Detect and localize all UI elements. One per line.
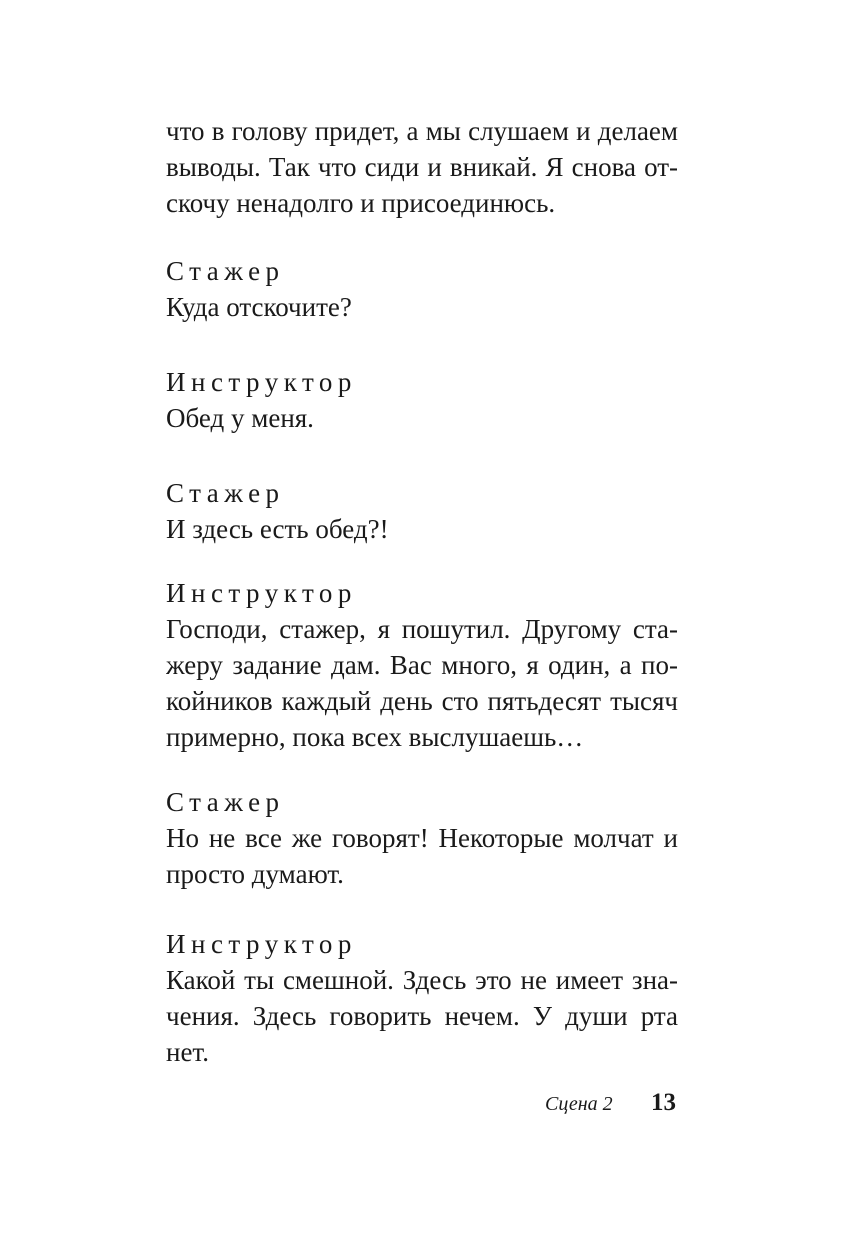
text-line: выводы. Так что сиди и вникай. Я снова от- <box>166 152 678 182</box>
text-line: нет. <box>166 1037 209 1067</box>
text-line: что в голову придет, а мы слушаем и делаем <box>166 116 678 146</box>
text-line: Но не все же говорят! Некоторые молчат и <box>166 823 678 853</box>
running-footer-scene: Сцена 2 <box>545 1093 613 1115</box>
text-line: скочу ненадолго и присоединюсь. <box>166 188 556 218</box>
text-line: Куда отскочите? <box>166 292 352 322</box>
page-number: 13 <box>651 1089 676 1116</box>
text-line: Какой ты смешной. Здесь это не имеет зна- <box>166 965 678 995</box>
speaker-name: Стажер <box>166 256 285 286</box>
text-line: чения. Здесь говорить нечем. У души рта <box>166 1001 678 1031</box>
speaker-name: Инструктор <box>166 367 357 397</box>
text-line: жеру задание дам. Вас много, я один, а по- <box>166 650 678 680</box>
text-line: койников каждый день сто пятьдесят тысяч <box>166 686 678 716</box>
speaker-name: Стажер <box>166 478 285 508</box>
speaker-name: Инструктор <box>166 929 357 959</box>
text-line: просто думают. <box>166 859 344 889</box>
speaker-name: Инструктор <box>166 578 357 608</box>
text-line: примерно, пока всех выслушаешь… <box>166 722 584 752</box>
speaker-name: Стажер <box>166 787 285 817</box>
text-line: Обед у меня. <box>166 403 314 433</box>
text-line: И здесь есть обед?! <box>166 514 389 544</box>
text-line: Господи, стажер, я пошутил. Другому ста- <box>166 614 678 644</box>
